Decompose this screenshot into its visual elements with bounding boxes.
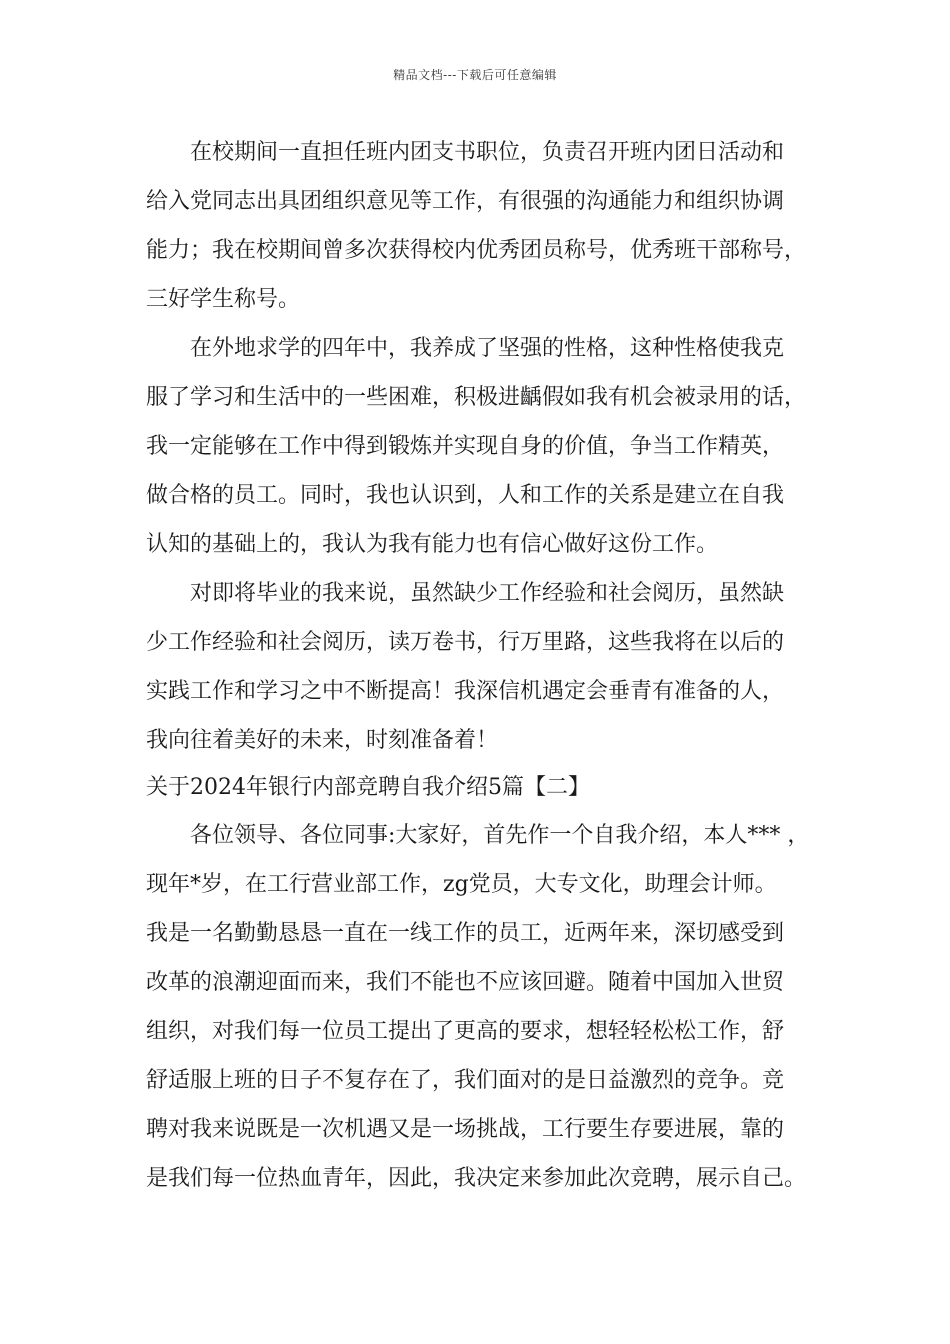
- paragraph: [146, 811, 826, 1203]
- text-line: 服了学习和生活中的一些困难，积极进齲假如我有机会被录用的话，: [146, 385, 807, 410]
- text-line: 三好学生称号。: [146, 287, 301, 312]
- text-line: 给入党同志出具团组织意见等工作，有很强的沟通能力和组织协调: [146, 189, 785, 214]
- document-body: [146, 128, 826, 1203]
- text-line: 我是一名勤勤恳恳一直在一线工作的员工，近两年来，深切感受到: [146, 921, 785, 946]
- text-line: 能力；我在校期间曾多次获得校内优秀团员称号，优秀班干部称号，: [146, 238, 807, 263]
- page-header: 精品文档---下载后可任意编辑: [393, 68, 557, 82]
- paragraph: [146, 569, 826, 765]
- text-line: 现年*岁，在工行营业部工作，zg党员，大专文化，助理会计师。: [146, 872, 777, 897]
- text-line: 我向往着美好的未来，时刻准备着！: [146, 728, 499, 753]
- text-line: 实践工作和学习之中不断提高！我深信机遇定会垂青有准备的人，: [146, 679, 785, 704]
- text-line: 聘对我来说既是一次机遇又是一场挑战，工行要生存要进展，靠的: [146, 1117, 785, 1142]
- text-line: 在校期间一直担任班内团支书职位，负责召开班内团日活动和: [190, 140, 785, 165]
- paragraph: [146, 128, 826, 324]
- text-line: 各位领导、各位同事:大家好，首先作一个自我介绍，本人*** ，: [190, 823, 810, 848]
- section-title: 关于2024年银行内部竞聘自我介绍5篇【二】: [146, 775, 590, 800]
- text-line: 少工作经验和社会阅历，读万卷书，行万里路，这些我将在以后的: [146, 630, 785, 655]
- text-line: 做合格的员工。同时，我也认识到，人和工作的关系是建立在自我: [146, 483, 785, 508]
- text-line: 改革的浪潮迎面而来，我们不能也不应该回避。随着中国加入世贸: [146, 970, 785, 995]
- text-line: 组织，对我们每一位员工提出了更高的要求，想轻轻松松工作，舒: [146, 1019, 785, 1044]
- paragraph: [146, 324, 826, 569]
- text-line: 在外地求学的四年中，我养成了坚强的性格，这种性格使我克: [190, 336, 785, 361]
- text-line: 我一定能够在工作中得到锻炼并实现自身的价值，争当工作精英，: [146, 434, 785, 459]
- text-line: 舒适服上班的日子不复存在了，我们面对的是日益激烈的竞争。竞: [146, 1068, 785, 1093]
- text-line: 是我们每一位热血青年，因此，我决定来参加此次竞聘，展示自己。: [146, 1166, 807, 1191]
- text-line: 认知的基础上的，我认为我有能力也有信心做好这份工作。: [146, 532, 719, 557]
- text-line: 对即将毕业的我来说，虽然缺少工作经验和社会阅历，虽然缺: [190, 581, 785, 606]
